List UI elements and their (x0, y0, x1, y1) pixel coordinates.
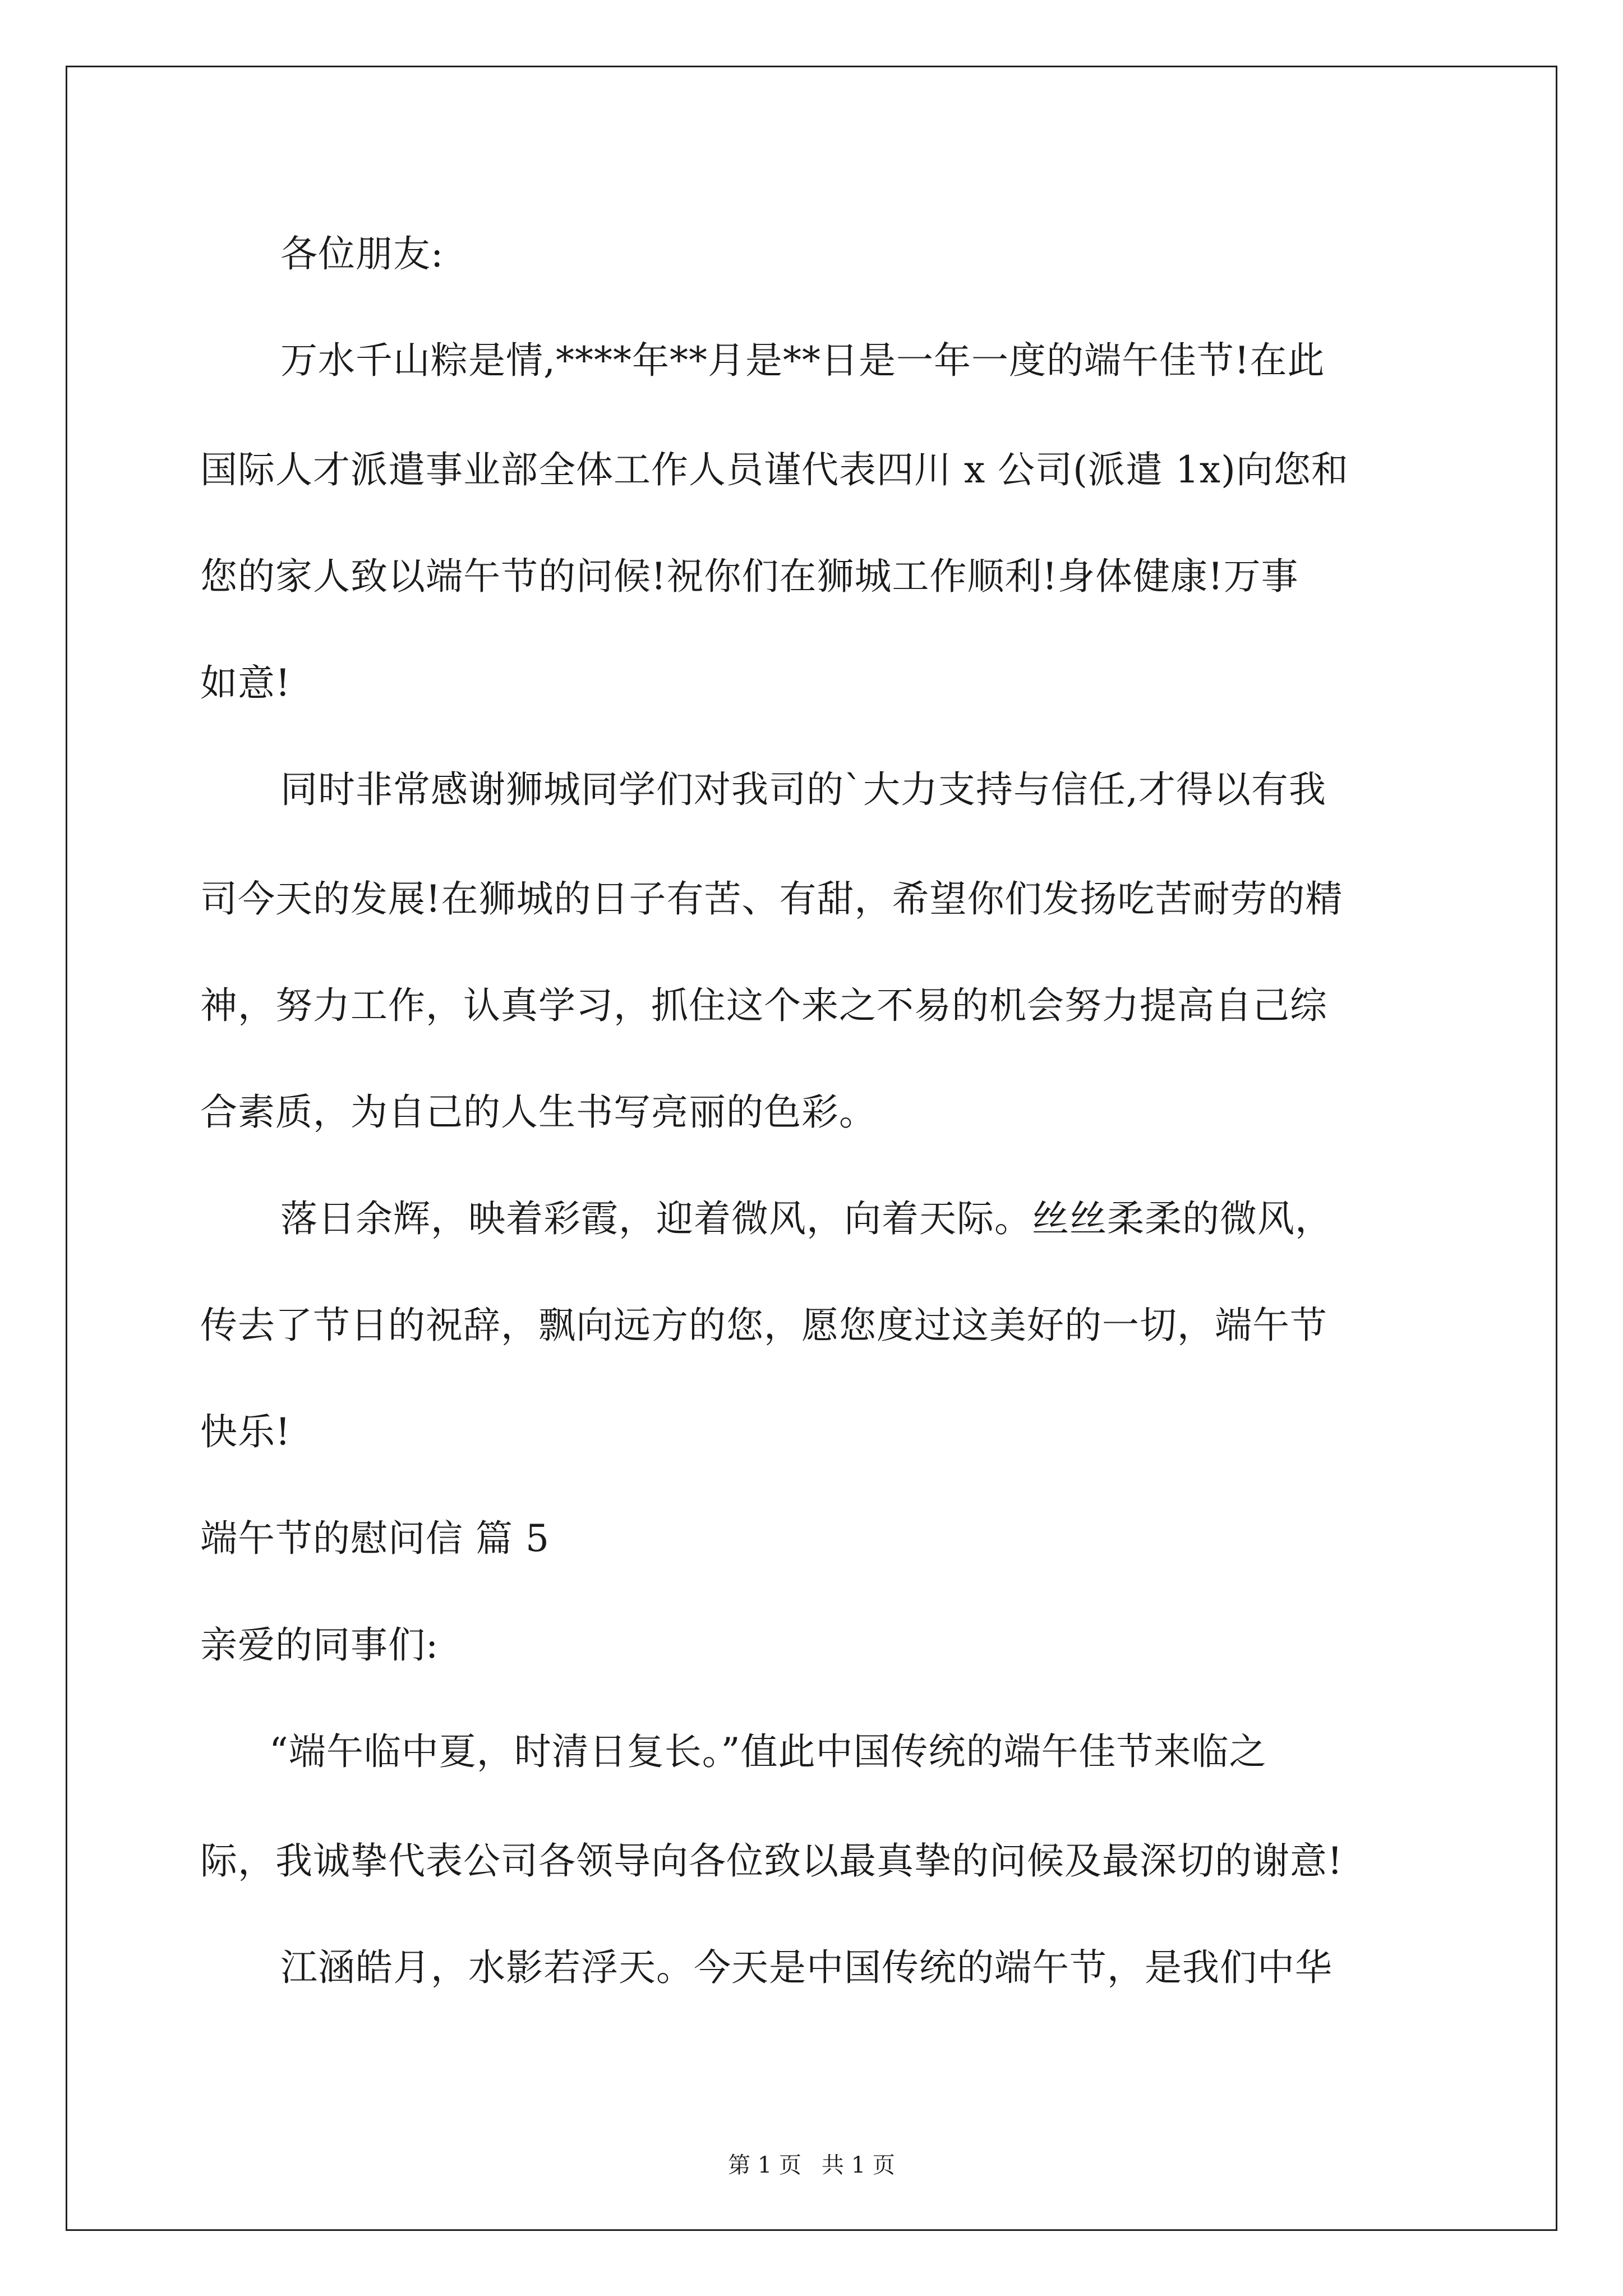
page-total: 共 1 页 (822, 2152, 895, 2178)
paragraph-line: 司今天的发展!在狮城的日子有苦、有甜，希望你们发扬吃苦耐劳的精 (200, 877, 1343, 921)
paragraph-line: 快乐! (200, 1410, 291, 1453)
salutation: 亲爱的同事们: (200, 1623, 439, 1667)
section-heading: 端午节的慰问信 篇 5 (200, 1517, 550, 1560)
paragraph-line: 同时非常感谢狮城同学们对我司的`大力支持与信任,才得以有我 (280, 768, 1326, 811)
paragraph-line: 如意! (200, 661, 291, 705)
paragraph-line: 您的家人致以端午节的问候!祝你们在狮城工作顺利!身体健康!万事 (200, 555, 1299, 598)
paragraph-line: 际，我诚挚代表公司各领导向各位致以最真挚的问候及最深切的谢意! (200, 1839, 1343, 1883)
paragraph-line: 合素质，为自己的人生书写亮丽的色彩。 (200, 1091, 877, 1134)
paragraph-line: 神，努力工作，认真学习，抓住这个来之不易的机会努力提高自己综 (200, 984, 1327, 1027)
paragraph-line: 万水千山粽是情,****年**月是**日是一年一度的端午佳节!在此 (280, 339, 1325, 382)
salutation: 各位朋友: (280, 232, 444, 275)
paragraph-line: 落日余辉，映着彩霞，迎着微风，向着天际。丝丝柔柔的微风， (280, 1197, 1332, 1240)
page-number: 第 1 页 (728, 2152, 801, 2178)
paragraph-line: “端午临中夏，时清日复长。”值此中国传统的端午佳节来临之 (269, 1730, 1267, 1773)
page-border (66, 66, 1557, 2231)
paragraph-line: 国际人才派遣事业部全体工作人员谨代表四川 x 公司(派遣 1x)向您和 (200, 448, 1349, 491)
paragraph-line: 江涵皓月，水影若浮天。今天是中国传统的端午节，是我们中华 (280, 1946, 1332, 1989)
paragraph-line: 传去了节日的祝辞，飘向远方的您，愿您度过这美好的一切，端午节 (200, 1304, 1327, 1347)
page-footer (0, 2147, 1623, 2179)
